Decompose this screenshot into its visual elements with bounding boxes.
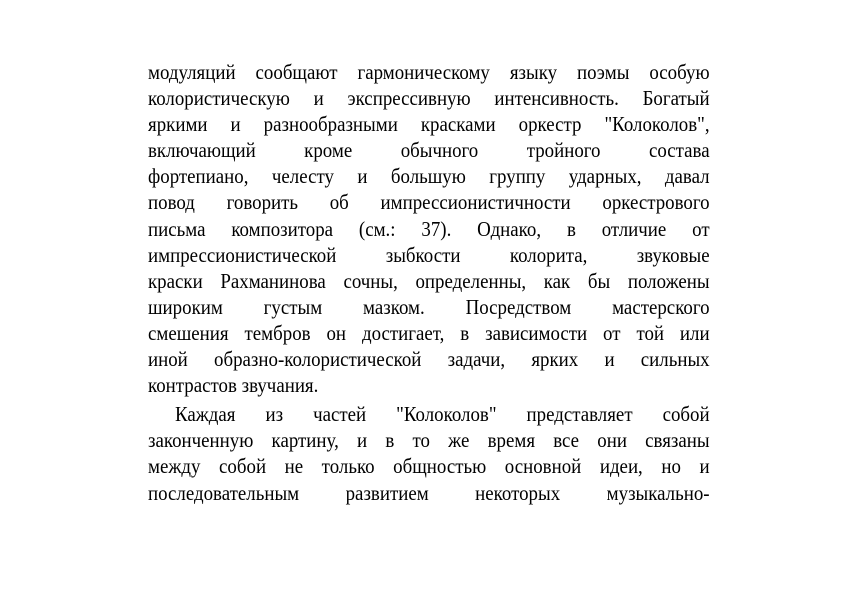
text-line: краски Рахманинова сочны, определенны, как бы положены — [148, 268, 710, 293]
text-line: повод говорить об импрессионистичности оркестрового — [148, 190, 710, 215]
text-line: контрастов звучания. — [148, 373, 319, 398]
text-line: яркими и разнообразными красками оркестр "Колоколов", — [148, 112, 710, 137]
text-line: письма композитора (см.: 37). Однако, в отличие от — [148, 216, 710, 241]
text-line: широким густым мазком. Посредством мастерского — [148, 294, 710, 319]
paragraph-2 — [148, 401, 710, 505]
text-line: импрессионистической зыбкости колорита, звуковые — [148, 242, 710, 267]
paragraph-1 — [148, 59, 710, 398]
text-line: последовательным развитием некоторых музыкально- — [148, 480, 710, 505]
text-line: колористическую и экспрессивную интенсивность. Богатый — [148, 86, 710, 111]
text-line: между собой не только общностью основной идеи, но и — [148, 454, 710, 479]
text-line: иной образно-колористической задачи, ярких и сильных — [148, 347, 710, 372]
text-line: законченную картину, и в то же время все они связаны — [148, 428, 710, 453]
body-text — [148, 59, 710, 506]
text-line: Каждая из частей "Колоколов" представляет собой — [175, 402, 710, 427]
text-line: модуляций сообщают гармоническому языку поэмы особую — [148, 60, 710, 84]
text-line: смешения тембров он достигает, в зависимости от той или — [148, 320, 710, 345]
text-line: включающий кроме обычного тройного состава — [148, 138, 710, 163]
text-line: фортепиано, челесту и большую группу ударных, давал — [148, 164, 710, 189]
